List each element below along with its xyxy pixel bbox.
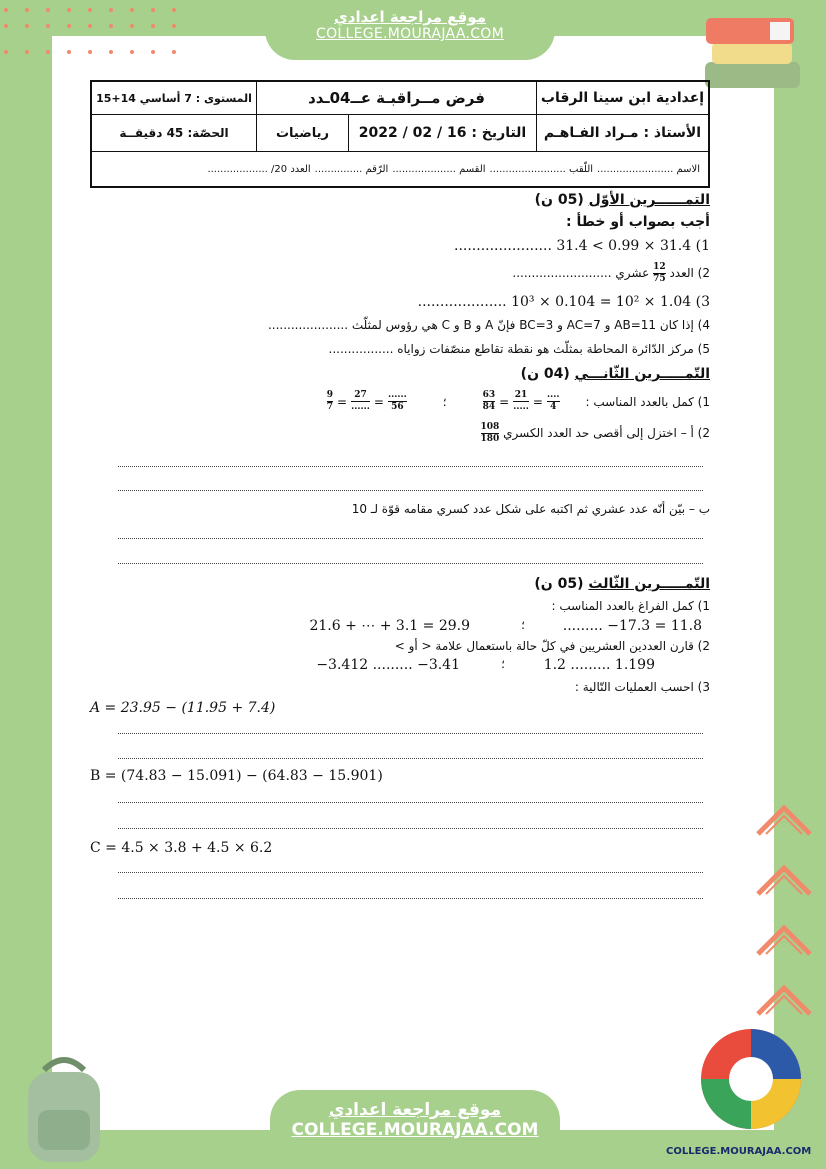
logo-url: COLLEGE.MOURAJAA.COM [666,1146,812,1157]
subject: رياضيات [256,115,348,151]
duration: الحصّة: 45 دقيقــة [119,126,229,140]
dot [4,8,8,12]
footer-arabic: موقع مراجعة اعدادي [328,1100,502,1120]
ex2-q2b: ب – بيّن أنّه عدد عشري ثم اكتبه على شكل عدد كسري مقامه قوّة لـ 10 [351,502,710,516]
ex1-q2-text: عشري .......................... [512,266,650,280]
teacher: الأستاذ : مـراد الفـاهـم [536,115,708,151]
exam-title: فرض مــراقبـة عــ04ـدد [256,82,536,114]
answer-line[interactable] [118,733,703,734]
ex3-eq2: 21.6 + ⋯ + 3.1 = 29.9 [309,618,470,634]
chevron-up-icon [754,850,814,910]
answer-line[interactable] [118,802,703,803]
ex1-q3: 3) 1.04 × 10² = 0.104 × 10³ .................... [417,294,710,310]
exam-date: التاريخ : 16 / 02 / 2022 [348,115,536,151]
class-field[interactable]: القسم .................... [392,163,486,175]
answer-line[interactable] [118,872,703,873]
fraction: $\frac{108}{180}$ [480,422,500,444]
site-logo-wheel [696,1024,806,1139]
chevron-up-icon [754,910,814,970]
ex3-q2: 2) قارن العددين العشريين في كلّ حالة باستعمال علامة < أو > [394,639,710,653]
expr-B: B = (74.83 − 15.091) − (64.83 − 15.901) [90,768,383,784]
dot [25,8,29,12]
grade-field[interactable]: العدد 20/ ................... [207,163,311,175]
chevron-up-icon [754,970,814,1030]
answer-line[interactable] [118,758,703,759]
dot [4,24,8,28]
fraction: $\frac{12}{75}$ [653,262,666,284]
ex1-instruction: أجب بصواب أو خطأ : [566,214,710,230]
ex1-title: التمــــــرين الأوّل [588,192,710,208]
ex3-cmp2: −3.412 ......... −3.41 [316,657,460,673]
answer-line[interactable] [118,898,703,899]
dot [67,8,71,12]
answer-line[interactable] [118,563,703,564]
ex1-points: (05 ن) [534,192,584,208]
chevron-up-icon [754,790,814,850]
ex1-q1: 1) 31.4 × 0.99 > 31.4 ...................... [454,238,710,254]
books-icon [700,14,810,94]
ex2-points: (04 ن) [520,366,570,382]
answer-line[interactable] [118,828,703,829]
school-name: إعدادية ابن سينا الرقاب [536,82,708,114]
surname-field[interactable]: اللّقب ........................ [489,163,594,175]
ex3-points: (05 ن) [534,576,584,592]
fraction-chain-2: 9 7 = 27 ...... = ...... 56 [326,390,407,412]
answer-line[interactable] [118,466,703,467]
dot [67,24,71,28]
answer-line[interactable] [118,490,703,491]
dot [25,50,29,54]
banner-arabic: موقع مراجعة اعدادي [334,8,486,26]
footer-url[interactable]: COLLEGE.MOURAJAA.COM [291,1120,539,1140]
level: المستوى : 7 أساسي 14+15 [96,91,252,105]
dot [46,50,50,54]
ex2-q1: 1) كمل بالعدد المناسب : [585,394,710,409]
ex3-q1: 1) كمل الفراغ بالعدد المناسب : [551,599,710,613]
expr-C: C = 4.5 × 3.8 + 4.5 × 6.2 [90,840,273,856]
backpack-icon [14,1050,114,1165]
ex1-q2-label: 2) العدد [669,266,710,280]
answer-line[interactable] [118,538,703,539]
dot [25,24,29,28]
ex1-q4: 4) إذا كان AB=11 و AC=7 و BC=3 فإنّ A و B و C هي رؤوس لمثلّث ..................... [267,318,710,332]
ex2-title: التّمـــــرين الثّانـــي [574,366,710,382]
name-field[interactable]: الاسم ........................ [597,163,700,175]
top-banner[interactable] [265,0,555,60]
ex3-cmp1: 1.2 ......... 1.199 [543,657,655,673]
dot [46,8,50,12]
expr-A: A = 23.95 − (11.95 + 7.4) [90,700,276,716]
ex3-eq1: ......... −17.3 = 11.8 [562,618,702,634]
exam-body: التمــــــرين الأوّل (05 ن) أجب بصواب أو خطأ : 1) 31.4 × 0.99 > 31.4 ...................... 2) العدد $\frac{12}{75}$ عشري .......................... 3) 1.04 × 10² = 0.104 × 10³ .................... 4) إذا كان AB=11 و AC=7 و BC=3 فإنّ A و B و C هي رؤوس لمثلّث ..................... 5) مركز الدّائرة المحاطة بمثلّث هو نقطة تقاطع منصّفات زواياه ................. التّمـــــرين الثّانـــي (04 ن) 1) كمل بالعدد المناسب : 63 84 = 21 ..... = .... 4 ؛ 9 7 = 27 ...... = ...... 56 2) أ – اختزل إلى أقصى حد العدد الكسري $\frac{108}{180}$ ب – بيّن أنّه عدد عشري ثم اكتبه على شكل عدد كسري مقامه قوّة لـ 10 التّمـــــرين الثّالث (05 ن) 1) كمل الفراغ بالعدد المناسب : ......... −17.3 = 11.8 ؛ 21.6 + ⋯ + 3.1 = 29.9 2) قارن العددين العشريين في كلّ حالة باستعمال علامة < أو > 1.2 ......... 1.199 ؛ −3.412 ......... −3.41 3) احسب العمليات التّالية : A = 23.95 − (11.95 + 7.4) B = (74.83 − 15.091) − (64.83 − 15.901) C = 4.5 × 3.8 + 4.5 × 6.2 [90,0,710,1169]
dot [46,24,50,28]
ex1-q5: 5) مركز الدّائرة المحاطة بمثلّث هو نقطة تقاطع منصّفات زواياه ................. [328,342,710,356]
fraction-chain-1: 63 84 = 21 ..... = .... 4 [482,390,560,412]
ex3-title: التّمـــــرين الثّالث [588,576,710,592]
banner-url[interactable]: COLLEGE.MOURAJAA.COM [316,26,504,42]
ex3-q3: 3) احسب العمليات التّالية : [574,680,710,694]
ex2-q2: 2) أ – اختزل إلى أقصى حد العدد الكسري [503,426,710,440]
dot [67,50,71,54]
bottom-banner[interactable] [270,1090,560,1169]
number-field[interactable]: الرّقم ............... [314,163,389,175]
dot [4,50,8,54]
